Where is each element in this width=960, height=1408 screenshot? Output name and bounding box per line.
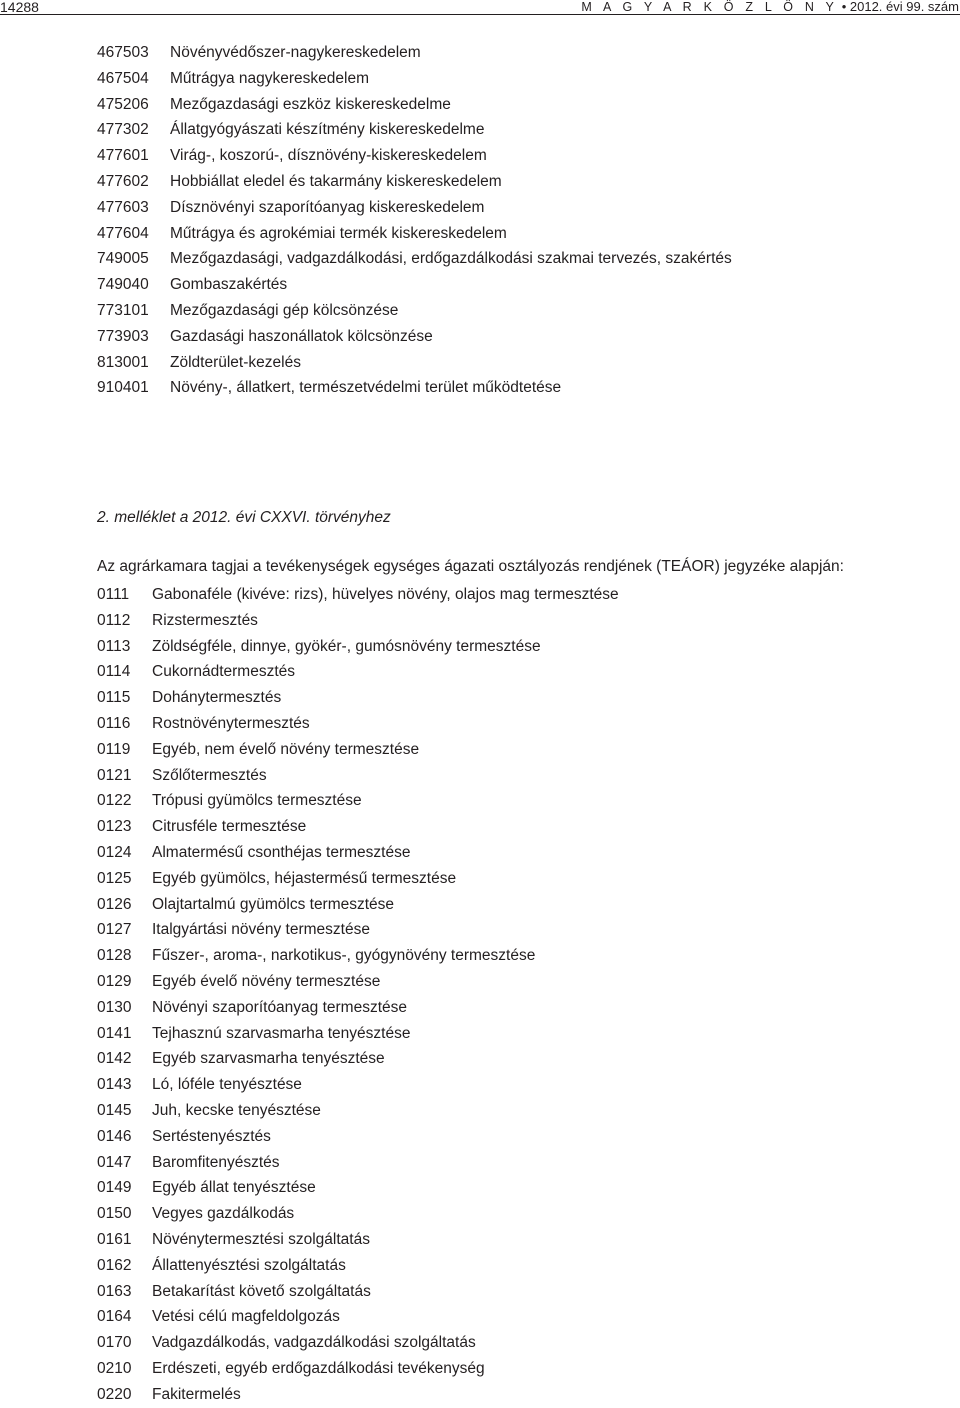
activity-code: 773903 bbox=[97, 327, 149, 345]
activity-code: 0121 bbox=[97, 766, 132, 784]
issue-label: 2012. évi 99. szám bbox=[849, 0, 959, 14]
activity-code: 477602 bbox=[97, 172, 149, 190]
activity-code: 0161 bbox=[97, 1230, 132, 1248]
activity-label: Egyéb szarvasmarha tenyésztése bbox=[152, 1050, 385, 1068]
activity-label: Dísznövényi szaporítóanyag kiskereskedelem bbox=[170, 198, 485, 216]
activity-code: 0220 bbox=[97, 1385, 132, 1403]
activity-code: 0129 bbox=[97, 972, 132, 990]
activity-code: 0146 bbox=[97, 1127, 132, 1145]
activity-code: 0142 bbox=[97, 1050, 132, 1068]
activity-label: Zöldségféle, dinnye, gyökér-, gumósnövény termesztése bbox=[152, 637, 541, 655]
activity-label: Trópusi gyümölcs termesztése bbox=[152, 792, 362, 810]
activity-label: Növényi szaporítóanyag termesztése bbox=[152, 998, 408, 1016]
running-head bbox=[581, 0, 959, 14]
activity-label: Egyéb állat tenyésztése bbox=[152, 1179, 316, 1197]
activity-label: Italgyártási növény termesztése bbox=[152, 921, 370, 939]
activity-label: Betakarítást követő szolgáltatás bbox=[152, 1282, 371, 1300]
activity-code: 475206 bbox=[97, 95, 149, 113]
activity-code: 0141 bbox=[97, 1024, 132, 1042]
activity-code: 749005 bbox=[97, 250, 149, 268]
activity-code: 0126 bbox=[97, 895, 132, 913]
activity-label: Műtrágya nagykereskedelem bbox=[170, 69, 370, 87]
activity-code: 477604 bbox=[97, 224, 149, 242]
activity-code: 0114 bbox=[97, 663, 131, 681]
activity-label: Ló, lóféle tenyésztése bbox=[152, 1076, 302, 1094]
activity-label: Erdészeti, egyéb erdőgazdálkodási tevékenység bbox=[152, 1359, 485, 1377]
activity-code: 0162 bbox=[97, 1256, 132, 1274]
activity-code: 0145 bbox=[97, 1101, 132, 1119]
activity-label: Almatermésű csonthéjas termesztése bbox=[152, 843, 411, 861]
activity-label: Növényvédőszer-nagykereskedelem bbox=[170, 44, 421, 61]
activity-code: 0125 bbox=[97, 869, 132, 887]
activity-label: Mezőgazdasági eszköz kiskereskedelme bbox=[170, 95, 451, 113]
activity-code: 0163 bbox=[97, 1282, 132, 1300]
activity-code: 0164 bbox=[97, 1308, 132, 1326]
activity-code: 0119 bbox=[97, 740, 131, 758]
activity-code: 0210 bbox=[97, 1359, 132, 1377]
activity-code: 0150 bbox=[97, 1205, 132, 1223]
activity-label: Juh, kecske tenyésztése bbox=[152, 1101, 321, 1119]
activity-label: Rizstermesztés bbox=[152, 611, 258, 629]
activity-label: Szőlőtermesztés bbox=[152, 766, 267, 784]
activity-code: 0170 bbox=[97, 1334, 132, 1352]
activity-label: Növénytermesztési szolgáltatás bbox=[152, 1230, 370, 1248]
activity-code: 477601 bbox=[97, 147, 149, 165]
activity-code: 0115 bbox=[97, 689, 131, 707]
activity-code: 0116 bbox=[97, 714, 131, 732]
annex-heading: 2. melléklet a 2012. évi CXXVI. törvényhez bbox=[97, 509, 391, 526]
activity-label: Műtrágya és agrokémiai termék kiskereskedelem bbox=[170, 224, 507, 242]
activity-label: Gabonaféle (kivéve: rizs), hüvelyes növény, olajos mag termesztése bbox=[152, 586, 619, 603]
activity-label: Fakitermelés bbox=[152, 1385, 241, 1403]
activity-label: Állatgyógyászati készítmény kiskereskedelme bbox=[170, 121, 485, 139]
activity-label: Vetési célú magfeldolgozás bbox=[152, 1308, 340, 1326]
activity-label: Baromfitenyésztés bbox=[152, 1153, 280, 1171]
activity-label: Cukornádtermesztés bbox=[152, 663, 296, 681]
activity-label: Vadgazdálkodás, vadgazdálkodási szolgáltatás bbox=[152, 1334, 476, 1352]
activity-code: 477302 bbox=[97, 121, 149, 139]
activity-label: Zöldterület-kezelés bbox=[170, 353, 301, 371]
activity-label: Gombaszakértés bbox=[170, 276, 288, 294]
activity-code: 813001 bbox=[97, 353, 149, 371]
activity-code: 910401 bbox=[97, 379, 149, 397]
activity-code: 477603 bbox=[97, 198, 149, 216]
page-header bbox=[0, 0, 960, 14]
activity-label: Gazdasági haszonállatok kölcsönzése bbox=[170, 327, 433, 345]
activity-label: Egyéb gyümölcs, héjastermésű termesztése bbox=[152, 869, 457, 887]
activity-code: 467504 bbox=[97, 69, 149, 87]
activity-label: Olajtartalmú gyümölcs termesztése bbox=[152, 895, 395, 913]
activity-label: Állattenyésztési szolgáltatás bbox=[152, 1256, 346, 1274]
activity-label: Virág-, koszorú-, dísznövény-kiskereskedelem bbox=[170, 147, 487, 165]
activity-code: 0124 bbox=[97, 843, 132, 861]
activity-code: 0111 bbox=[97, 586, 130, 603]
activity-code: 0112 bbox=[97, 611, 131, 629]
activity-label: Citrusféle termesztése bbox=[152, 818, 307, 836]
activity-label: Dohánytermesztés bbox=[152, 689, 282, 707]
activity-label: Egyéb, nem évelő növény termesztése bbox=[152, 740, 420, 758]
intro-paragraph: Az agrárkamara tagjai a tevékenységek egységes ágazati osztályozás rendjének (TEÁOR) jegyzéke alapján: bbox=[97, 558, 844, 575]
header-rule bbox=[0, 14, 960, 15]
activity-label: Rostnövénytermesztés bbox=[152, 714, 310, 732]
activity-code: 467503 bbox=[97, 44, 149, 61]
activity-label: Hobbiállat eledel és takarmány kiskereskedelem bbox=[170, 172, 502, 190]
activity-label: Sertéstenyésztés bbox=[152, 1127, 271, 1145]
activity-code: 0147 bbox=[97, 1153, 132, 1171]
activity-label: Tejhasznú szarvasmarha tenyésztése bbox=[152, 1024, 411, 1042]
activity-code: 0127 bbox=[97, 921, 132, 939]
journal-title: M A G Y A R K Ö Z L Ö N Y bbox=[581, 0, 839, 14]
activity-code: 0130 bbox=[97, 998, 132, 1016]
page-number: 14288 bbox=[0, 0, 39, 15]
activity-code: 0113 bbox=[97, 637, 131, 655]
activity-label: Növény-, állatkert, természetvédelmi terület működtetése bbox=[170, 379, 562, 397]
activity-code: 0143 bbox=[97, 1076, 132, 1094]
activity-label: Egyéb évelő növény termesztése bbox=[152, 972, 381, 990]
activity-code: 0128 bbox=[97, 947, 132, 965]
activity-label: Mezőgazdasági gép kölcsönzése bbox=[170, 301, 399, 319]
activity-label: Fűszer-, aroma-, narkotikus-, gyógynövény termesztése bbox=[152, 947, 536, 965]
header-bullet: • bbox=[841, 0, 847, 14]
activity-label: Mezőgazdasági, vadgazdálkodási, erdőgazdálkodási szakmai tervezés, szakértés bbox=[170, 250, 732, 268]
activity-code: 0123 bbox=[97, 818, 132, 836]
activity-code: 0122 bbox=[97, 792, 132, 810]
activity-label: Vegyes gazdálkodás bbox=[152, 1205, 295, 1223]
activity-code: 0149 bbox=[97, 1179, 132, 1197]
activity-code: 749040 bbox=[97, 276, 149, 294]
activity-code: 773101 bbox=[97, 301, 149, 319]
